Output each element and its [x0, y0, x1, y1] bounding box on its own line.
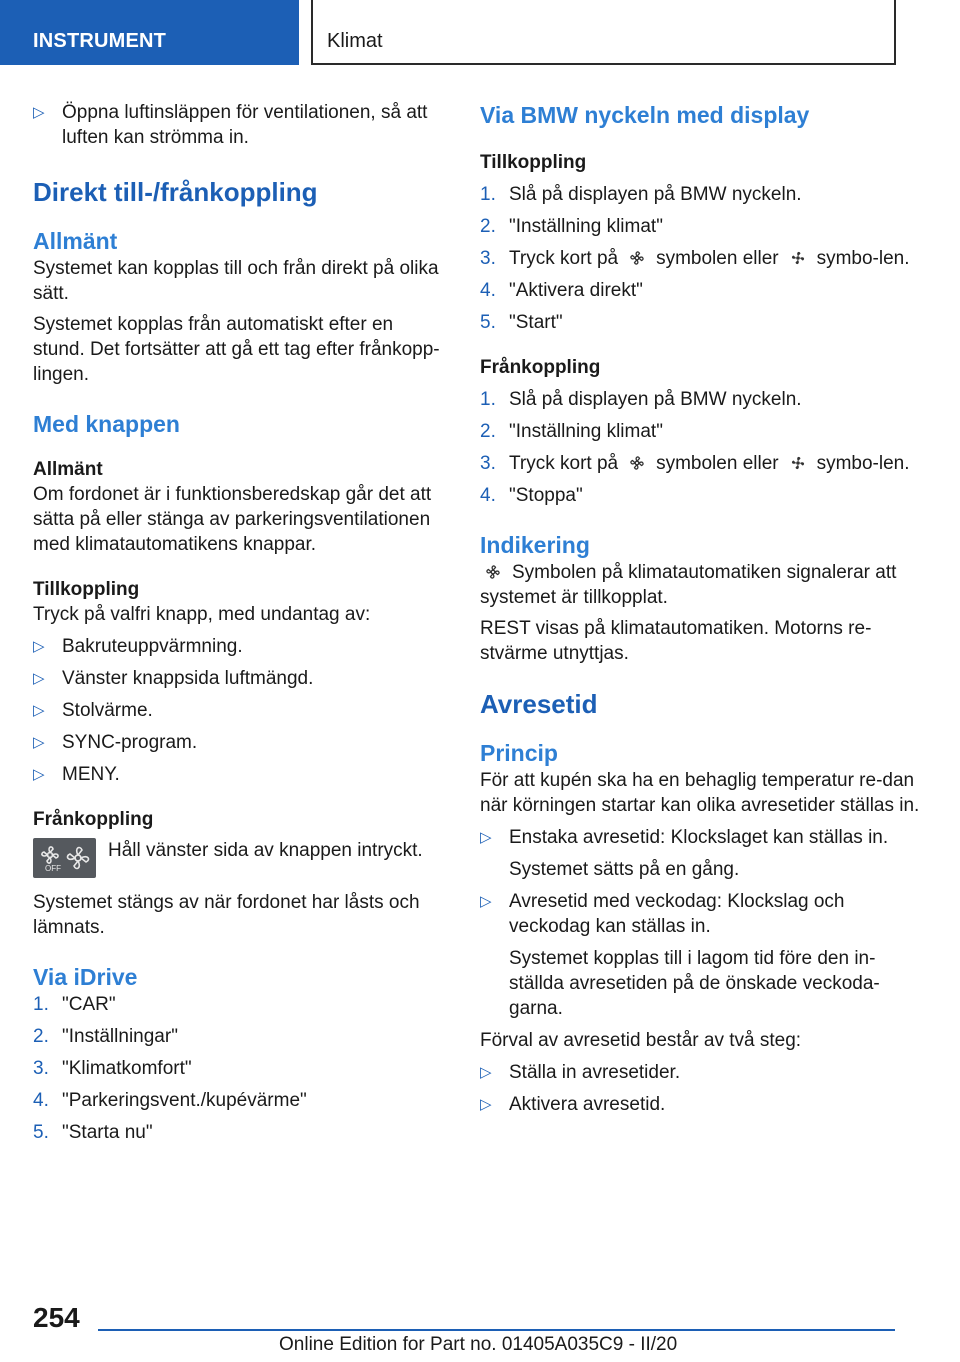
- section-title: INSTRUMENT: [33, 30, 167, 52]
- list-item: 4. "Parkeringsvent./kupévärme": [33, 1090, 307, 1111]
- subheading-on: Tillkoppling: [33, 579, 140, 600]
- timer-list: [480, 825, 925, 1021]
- list-item: 1. "CAR": [33, 994, 116, 1015]
- list-item: ▷ Vänster knappsida luftmängd.: [33, 666, 445, 691]
- fan-level-icon: [785, 249, 811, 267]
- heading-indication: Indikering: [480, 532, 590, 558]
- intro-list: [33, 100, 445, 150]
- paragraph: REST visas på klimatautomatiken. Motorns re-stvärme utnyttjas.: [480, 618, 872, 664]
- list-item: 2. "Inställningar": [33, 1026, 178, 1047]
- subheading-off: Frånkoppling: [480, 357, 601, 378]
- fan-icon: [624, 454, 650, 472]
- list-item: ▷ Ställa in avresetider.: [480, 1060, 925, 1085]
- edition-text: Online Edition for Part no. 01405A035C9 - II/20: [279, 1334, 678, 1355]
- off-instruction: [33, 838, 445, 878]
- idrive-steps: [33, 992, 445, 1145]
- list-item: 5. "Starta nu": [33, 1122, 153, 1143]
- list-item: ▷ Enstaka avresetid: Klockslaget kan ställas in. Systemet sätts på en gång.: [480, 825, 925, 882]
- heading-general: Allmänt: [33, 228, 118, 254]
- list-item: ▷ SYNC-program.: [33, 730, 445, 755]
- footer-rule: [98, 1329, 895, 1331]
- steps-list: [480, 1060, 925, 1117]
- heading-idrive: Via iDrive: [33, 964, 138, 990]
- list-item: ▷ MENY.: [33, 762, 445, 787]
- fan-level-icon: [785, 454, 811, 472]
- paragraph: Förval av avresetid består av två steg:: [480, 1030, 802, 1051]
- list-item: ▷ Öppna luftinsläppen för ventilationen, så att luften kan strömma in.: [33, 100, 445, 150]
- list-item: ▷ Avresetid med veckodag: Klockslag och veckodag kan ställas in. Systemet kopplas till i lagom tid före den in-ställda avresetiden på de önskade veckoda-garna.: [480, 889, 925, 1021]
- off-steps: [480, 387, 925, 508]
- list-item: 5. "Start": [480, 312, 563, 333]
- heading-button: Med knappen: [33, 411, 180, 437]
- list-item: 3. Tryck kort på symbolen eller symbo-len.: [480, 453, 910, 474]
- off-text: Håll vänster sida av knappen intryckt.: [108, 840, 423, 861]
- left-column: [33, 100, 445, 1145]
- paragraph: Om fordonet är i funktionsberedskap går det att sätta på eller stänga av parkeringsventilationen med klimatautomatikens knappar.: [33, 484, 432, 555]
- paragraph: Systemet stängs av när fordonet har låsts och lämnats.: [33, 892, 420, 938]
- list-item: ▷ Bakruteuppvärmning.: [33, 634, 445, 659]
- list-item: 4. "Stoppa": [480, 485, 583, 506]
- indication-text: Symbolen på klimatautomatiken signalerar att systemet är tillkopplat.: [480, 562, 897, 608]
- paragraph: För att kupén ska ha en behaglig temperatur re-dan när körningen startar kan olika avresetider ställas in.: [480, 770, 920, 816]
- list-item: 3. "Klimatkomfort": [33, 1058, 192, 1079]
- heading-timers: Avresetid: [480, 689, 598, 719]
- fan-off-button-icon: [33, 838, 96, 878]
- list-item: 3. Tryck kort på symbolen eller symbo-len.: [480, 248, 910, 269]
- heading-direct: Direkt till-/frånkoppling: [33, 177, 318, 207]
- section-tab: [0, 0, 299, 65]
- paragraph: Systemet kan kopplas till och från direkt på olika sätt.: [33, 258, 439, 304]
- heading-key: Via BMW nyckeln med display: [480, 102, 810, 128]
- paragraph: Tryck på valfri knapp, med undantag av:: [33, 604, 371, 625]
- exceptions-list: [33, 634, 445, 787]
- subheading-on: Tillkoppling: [480, 152, 587, 173]
- fan-icon: [480, 563, 506, 581]
- subheading-off: Frånkoppling: [33, 809, 154, 830]
- list-item: 1. Slå på displayen på BMW nyckeln.: [480, 389, 802, 410]
- list-item: 2. "Inställning klimat": [480, 216, 663, 237]
- page-number: 254: [33, 1302, 80, 1333]
- subheading-general: Allmänt: [33, 459, 103, 480]
- chapter-tab: [311, 0, 896, 65]
- list-item: 1. Slå på displayen på BMW nyckeln.: [480, 184, 802, 205]
- paragraph: Systemet kopplas från automatiskt efter en stund. Det fortsätter att gå ett tag efter frånkopp-lingen.: [33, 314, 440, 385]
- fan-icon: [624, 249, 650, 267]
- list-item: ▷ Aktivera avresetid.: [480, 1092, 925, 1117]
- list-item: 2. "Inställning klimat": [480, 421, 663, 442]
- chapter-title: Klimat: [327, 30, 383, 52]
- right-column: [480, 100, 925, 1117]
- svg-text:OFF: OFF: [45, 864, 61, 873]
- on-steps: [480, 182, 925, 335]
- list-item: ▷ Stolvärme.: [33, 698, 445, 723]
- heading-principle: Princip: [480, 740, 558, 766]
- list-item: 4. "Aktivera direkt": [480, 280, 643, 301]
